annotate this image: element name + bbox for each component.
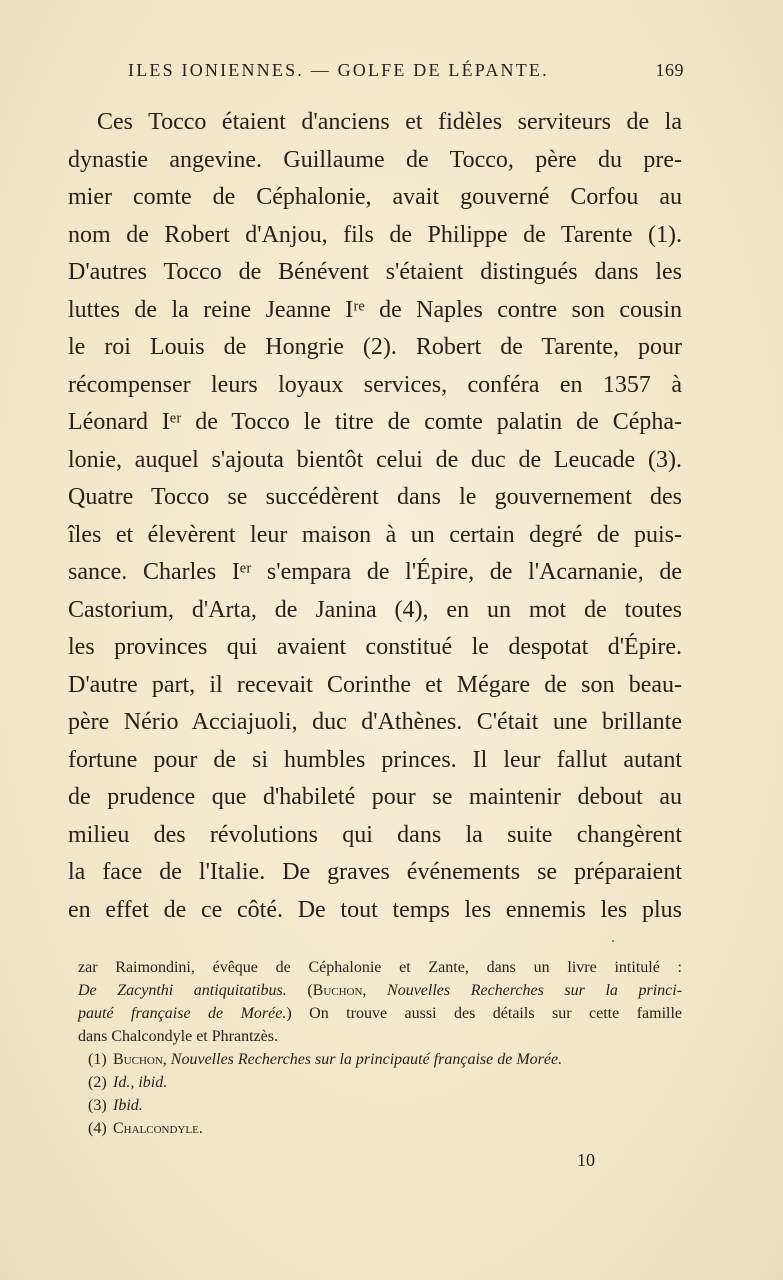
text-line: les provinces qui avaient constitué le despotat d'Épire. (68, 634, 682, 660)
text-line: nom de Robert d'Anjou, fils de Philippe de Tarente (1). (68, 221, 682, 248)
footnote-item (78, 1094, 682, 1117)
footnote-text: ) On trouve aussi des détails sur cette famille (286, 1005, 683, 1022)
page-number: 169 (655, 60, 684, 80)
footnote-line: dans Chalcondyle et Phrantzès. (78, 1028, 278, 1045)
footnote-item (78, 1048, 682, 1071)
footnote-title: Nouvelles Recherches sur la principauté française de Morée. (170, 1051, 563, 1068)
text-line: la face de l'Italie. De graves événements se préparaient (68, 859, 682, 885)
footnote-author: Buchon, (312, 982, 367, 999)
signature-mark: 10 (577, 1150, 595, 1170)
footnote-item (78, 1117, 682, 1140)
text-line: de prudence que d'habileté pour se maintenir debout au (68, 784, 682, 810)
text-line: en effet de ce côté. De tout temps les ennemis les plus (68, 896, 682, 923)
footnote-number: (2) (88, 1074, 107, 1091)
footnote-author: Buchon, (113, 1051, 167, 1068)
footnote-title: pauté française de Morée. (78, 1005, 287, 1022)
ink-speck (612, 940, 614, 942)
footnote-title: Nouvelles Recherches sur la princi- (387, 982, 683, 999)
footnote-number: (3) (88, 1097, 107, 1114)
text-line: mier comte de Céphalonie, avait gouverné Corfou au (68, 184, 682, 210)
footnote-number: (1) (88, 1051, 107, 1068)
text-line: le roi Louis de Hongrie (2). Robert de Tarente, pour (68, 334, 682, 360)
footnote-title: Ibid. (113, 1097, 143, 1114)
text-line: îles et élevèrent leur maison à un certain degré de puis- (68, 521, 682, 548)
text-line: D'autre part, il recevait Corinthe et Mégare de son beau- (68, 671, 682, 698)
text-line: milieu des révolutions qui dans la suite changèrent (68, 821, 682, 848)
text-line: Ces Tocco étaient d'anciens et fidèles serviteurs de la (97, 109, 682, 135)
text-line: Léonard Iᵉʳ de Tocco le titre de comte palatin de Cépha- (68, 409, 682, 435)
footnote-item (78, 1071, 682, 1094)
text-line: récompenser leurs loyaux services, conféra en 1357 à (68, 371, 682, 398)
text-line: père Nério Acciajuoli, duc d'Athènes. C'était une brillante (68, 709, 682, 735)
footnote-line: zar Raimondini, évêque de Céphalonie et Zante, dans un livre intitulé : (78, 959, 682, 976)
text-line: lonie, auquel s'ajouta bientôt celui de duc de Leucade (3). (68, 446, 682, 473)
footnotes-section (78, 956, 682, 1140)
footnote-number: (4) (88, 1120, 107, 1137)
main-text (68, 104, 682, 929)
text-line: fortune pour de si humbles princes. Il leur fallut autant (68, 746, 682, 773)
text-line: dynastie angevine. Guillaume de Tocco, père du pre- (68, 146, 682, 173)
footnote-line (78, 1002, 682, 1025)
footnote-title: De Zacynthi antiquitatibus. (78, 982, 287, 999)
text-line: luttes de la reine Jeanne Iʳᵉ de Naples contre son cousin (68, 296, 682, 323)
footnote-author: Chalcondyle. (113, 1120, 203, 1137)
text-line: Castorium, d'Arta, de Janina (4), en un mot de toutes (68, 596, 682, 623)
text-line: Quatre Tocco se succédèrent dans le gouvernement des (68, 484, 682, 510)
footnote-line (78, 979, 682, 1002)
footnote-title: Id., ibid. (113, 1074, 168, 1091)
running-title: ILES IONIENNES. — GOLFE DE LÉPANTE. (128, 60, 549, 80)
text-line: D'autres Tocco de Bénévent s'étaient distingués dans les (68, 259, 682, 285)
text-line: sance. Charles Iᵉʳ s'empara de l'Épire, de l'Acarnanie, de (68, 559, 682, 585)
footnote-paren: ( (307, 982, 313, 999)
